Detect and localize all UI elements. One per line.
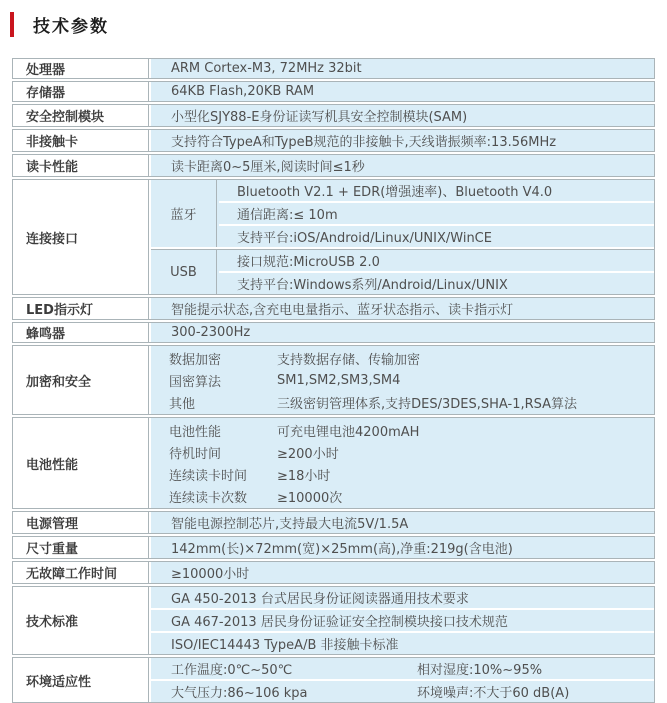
spec-row-environment (12, 657, 655, 703)
interface-line: 支持平台:Windows系列/Android/Linux/UNIX (219, 273, 654, 294)
spec-row-buzzer (12, 322, 655, 343)
sub-value: 支持数据存储、传输加密 (277, 352, 421, 368)
spec-row-mtbf (12, 561, 655, 584)
spec-value: 小型化SJY88-E身份证读写机具安全控制模块(SAM) (171, 110, 468, 125)
env-item: 工作温度:0℃~50℃ (171, 663, 293, 678)
spec-subrow (151, 419, 654, 441)
interface-line: 接口规范:MicroUSB 2.0 (219, 250, 654, 271)
spec-value: 支持符合TypeA和TypeB规范的非接触卡,天线谐振频率:13.56MHz (171, 135, 557, 150)
sub-key: 电池性能 (169, 424, 222, 440)
spec-label: 技术标准 (13, 587, 149, 654)
spec-value: ≥10000小时 (171, 567, 250, 582)
spec-row-battery (12, 417, 655, 509)
interface-name: 蓝牙 (151, 180, 217, 247)
sub-key: 待机时间 (169, 446, 222, 462)
spec-row-size (12, 536, 655, 559)
environment-line (151, 681, 654, 702)
sub-key: 其他 (169, 396, 196, 412)
spec-label: 存储器 (13, 82, 149, 101)
spec-label: 环境适应性 (13, 658, 149, 702)
sub-value: ≥18小时 (277, 468, 331, 484)
standard-line: ISO/IEC14443 TypeA/B 非接触卡标准 (151, 633, 654, 654)
spec-label: 读卡性能 (13, 155, 149, 176)
sub-key: 连续读卡时间 (169, 468, 248, 484)
spec-label: 尺寸重量 (13, 537, 149, 558)
interface-line: 通信距离:≤ 10m (219, 203, 654, 224)
sub-value: ≥10000次 (277, 490, 343, 506)
spec-row-processor (12, 58, 655, 79)
spec-subrow (151, 369, 654, 391)
interface-name: USB (151, 250, 217, 294)
page-title: 技术参数 (33, 16, 109, 37)
section-header (10, 11, 667, 37)
spec-label: 加密和安全 (13, 346, 149, 414)
spec-value: ARM Cortex-M3, 72MHz 32bit (171, 61, 362, 76)
spec-value: 智能提示状态,含充电电量指示、蓝牙状态指示、读卡指示灯 (171, 303, 514, 318)
spec-row-sam (12, 104, 655, 127)
spec-label: 蜂鸣器 (13, 323, 149, 342)
spec-row-memory (12, 81, 655, 102)
interface-group-bluetooth (151, 180, 654, 247)
environment-line (151, 658, 654, 679)
spec-value: 64KB Flash,20KB RAM (171, 84, 315, 99)
spec-subrow (151, 347, 654, 369)
spec-row-interfaces (12, 179, 655, 295)
spec-subrow (151, 485, 654, 507)
title-accent-bar (10, 12, 14, 37)
sub-value: ≥200小时 (277, 446, 339, 462)
spec-row-led (12, 297, 655, 320)
sub-key: 国密算法 (169, 374, 222, 390)
spec-label: 非接触卡 (13, 130, 149, 151)
spec-value: 读卡距离0~5厘米,阅读时间≤1秒 (171, 160, 365, 175)
spec-label: 无故障工作时间 (13, 562, 149, 583)
spec-label: 电源管理 (13, 512, 149, 533)
interface-subtable (151, 180, 654, 294)
spec-label: LED指示灯 (13, 298, 149, 319)
env-item: 环境噪声:不大于60 dB(A) (417, 686, 570, 701)
spec-table (12, 58, 655, 703)
spec-label: 连接接口 (13, 180, 149, 294)
spec-value: 142mm(长)×72mm(宽)×25mm(高),净重:219g(含电池) (171, 542, 513, 557)
sub-key: 连续读卡次数 (169, 490, 248, 506)
env-item: 相对湿度:10%~95% (417, 663, 543, 678)
sub-value: SM1,SM2,SM3,SM4 (277, 372, 401, 388)
standard-line: GA 450-2013 台式居民身份证阅读器通用技术要求 (151, 587, 654, 608)
spec-row-reading (12, 154, 655, 177)
spec-value: 300-2300Hz (171, 325, 251, 340)
spec-row-security (12, 345, 655, 415)
spec-subrow (151, 463, 654, 485)
spec-label: 处理器 (13, 59, 149, 78)
env-item: 大气压力:86~106 kpa (171, 686, 308, 701)
spec-row-standards (12, 586, 655, 655)
interface-group-usb (151, 249, 654, 294)
spec-subrow (151, 441, 654, 463)
spec-value: 智能电源控制芯片,支持最大电流5V/1.5A (171, 517, 409, 532)
sub-value: 可充电锂电池4200mAH (277, 424, 420, 440)
standard-line: GA 467-2013 居民身份证验证安全控制模块接口技术规范 (151, 610, 654, 631)
interface-line: Bluetooth V2.1 + EDR(增强速率)、Bluetooth V4.0 (219, 180, 654, 201)
spec-label: 安全控制模块 (13, 105, 149, 126)
spec-row-contactless (12, 129, 655, 152)
spec-subrow (151, 391, 654, 413)
spec-row-power (12, 511, 655, 534)
sub-key: 数据加密 (169, 352, 222, 368)
sub-value: 三级密钥管理体系,支持DES/3DES,SHA-1,RSA算法 (277, 396, 578, 412)
spec-label: 电池性能 (13, 418, 149, 508)
interface-line: 支持平台:iOS/Android/Linux/UNIX/WinCE (219, 226, 654, 247)
